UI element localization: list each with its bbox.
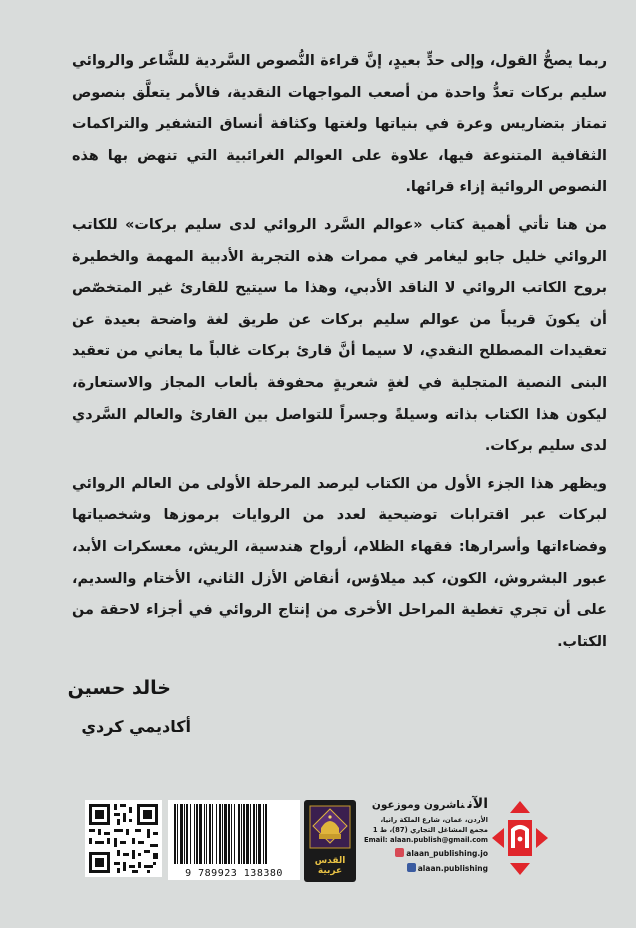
isbn-number: 9 789923 138380 bbox=[185, 868, 283, 879]
publisher-name: الآنناشرون وموزعون bbox=[371, 796, 488, 812]
blurb-paragraph-3: ويظهر هذا الجزء الأول من الكتاب ليرصد المرحلة الأولى من العالم الروائي لبركات عبر اقترابات توضيحية لعدد من الروايات برموزها وشخصياتها وفضاءاتها وأسرارها: فقهاء الظلام، أرواح هندسية، الريش، معسكرات الأبد، عبور البشروش، الكون، كبد ميلاؤس، أنقاض الأزل الثاني، الأختام والسديم، على أن تجري تغطية المراحل الأخرى من إنتاج الروائي في أجزاء لاحقة من الكتاب. bbox=[72, 475, 607, 650]
barcode-bars bbox=[168, 800, 300, 866]
author-name: خالد حسين bbox=[67, 677, 171, 699]
isbn-barcode bbox=[168, 800, 300, 880]
publisher-facebook: alaan.publishing bbox=[360, 861, 488, 876]
award-label: القدس عربية bbox=[314, 856, 346, 876]
dome-emblem-icon bbox=[304, 800, 356, 856]
qr-code bbox=[85, 800, 162, 877]
blurb-text bbox=[72, 46, 607, 658]
publisher-info bbox=[360, 796, 488, 876]
publisher-logo-icon bbox=[490, 798, 550, 878]
publisher-email: Email: alaan.publish@gmail.com bbox=[363, 836, 488, 844]
blurb-paragraph-2: من هنا تأتي أهمية كتاب «عوالم السَّرد الروائي لدى سليم بركات» للكاتب الروائي خليل جابو ليغامر في ممرات هذه التجربة الأدبية المهمة والخطيرة بروح الكاتب الروائي لا الناقد الأدبي، وهذا ما سيتيح للقارئ غير المتخصّص أن يكونَ قريباً من عوالم سليم بركات عن طريق لغة واضحة بعيدة عن تعقيدات المصطلح النقدي، لا سيما أنَّ قارئ بركات غالباً ما يعاني من تعقيد البنى النصية المتجلية في لغةٍ شعريةٍ محفوفة بألعاب المجاز والاستعارة، ليكون هذا الكتاب بذاته وسيلةً وجسراً للتواصل بين القارئ والعالم السَّردي لدى سليم بركات. bbox=[72, 216, 607, 455]
instagram-icon bbox=[395, 848, 404, 857]
publisher-address: الأردن، عمان، شارع الملكة رانيا، مجمع المشاغل التجاري (87)، ط 1 bbox=[372, 816, 488, 834]
publisher-instagram: alaan_publishing.jo bbox=[360, 846, 488, 861]
blurb-paragraph-1: ربما يصحُّ القول، وإلى حدٍّ بعيدٍ، إنَّ قراءة النُّصوص السَّردية للشَّاعر والروائي سليم بركات تعدُّ واحدة من أصعب المواجهات النقدية، فالأمر يتعلَّق بنصوص تمتاز بتضاريس وعرة في بنياتها ولغتها وكثافة أنساق التشفير والتراكمات الثقافية المتنوعة فيها، علاوة على العوالم الغرائبية التي تنهض بها هذه النصوص الروائية إزاء قرائها. bbox=[72, 53, 607, 196]
facebook-icon bbox=[407, 863, 416, 872]
publisher-brand: الآن bbox=[467, 796, 488, 812]
author-title: أكاديمي كردي bbox=[81, 717, 191, 736]
jerusalem-award-badge bbox=[304, 800, 356, 882]
